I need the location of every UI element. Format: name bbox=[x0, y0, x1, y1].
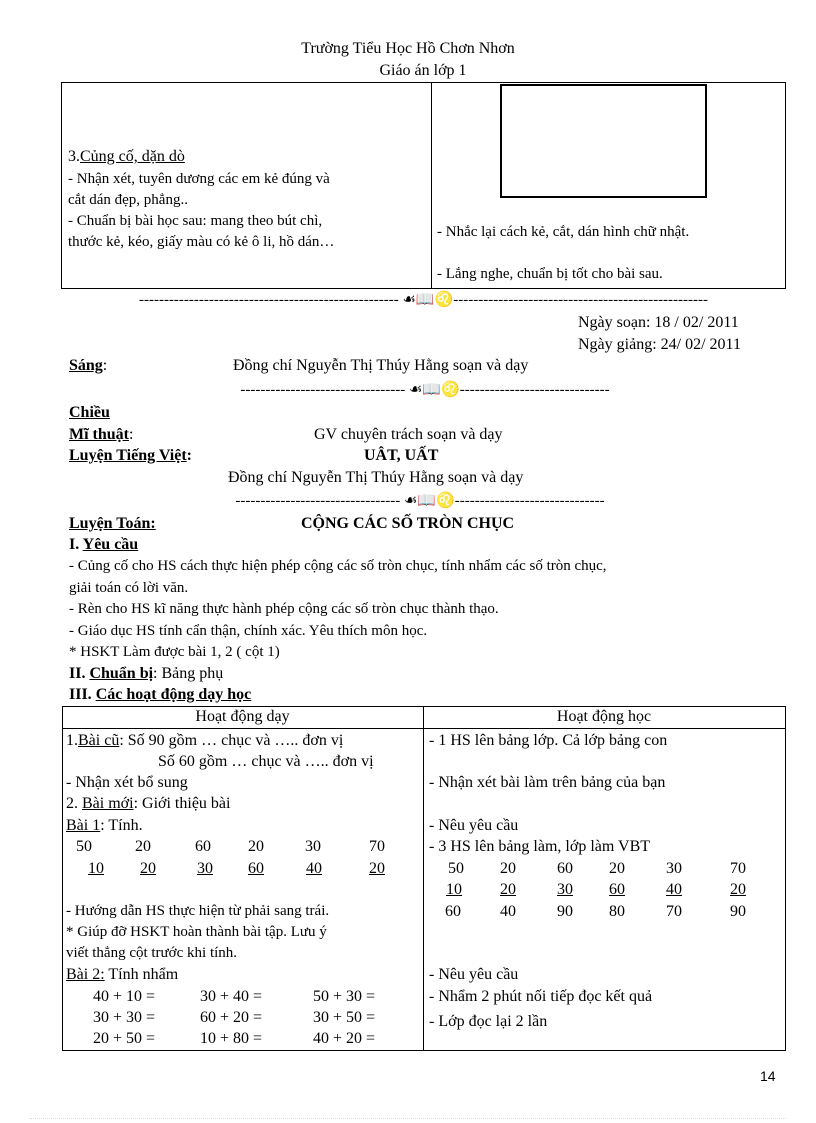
student-operand-bottom: 10 bbox=[446, 881, 462, 898]
mental-item: 30 + 30 = bbox=[93, 1009, 156, 1026]
guidance: - Hướng dẫn HS thực hiện từ phải sang trái. bbox=[66, 903, 330, 919]
operand-bottom: 20 bbox=[369, 860, 385, 877]
operand-top: 20 bbox=[248, 838, 264, 855]
goal-line: - Củng cố cho HS cách thực hiện phép cộng các số tròn chục, tính nhẩm các số tròn chục, bbox=[69, 558, 607, 574]
student-result: 70 bbox=[666, 903, 682, 920]
vietnamese-label: Luyện Tiếng Việt: bbox=[69, 447, 192, 464]
student-activity: - 1 HS lên bảng lớp. Cả lớp bảng con bbox=[429, 732, 668, 749]
separator: ---------------------------------------------------- ☙📖♌--------------------------------------------------- bbox=[138, 292, 709, 308]
goal-line: - Rèn cho HS kĩ năng thực hành phép cộng các số tròn chục thành thạo. bbox=[69, 601, 499, 617]
page-subtitle: Giáo án lớp 1 bbox=[379, 62, 467, 79]
separator: --------------------------------- ☙📖♌------------------------------ bbox=[235, 493, 605, 509]
header-learning: Hoạt động học bbox=[556, 708, 652, 725]
student-activity: - Nhận xét bài làm trên bảng của bạn bbox=[429, 774, 666, 791]
vietnamese-title: UÂT, UẤT bbox=[364, 447, 439, 464]
page-number: 14 bbox=[760, 1068, 776, 1084]
student-result: 40 bbox=[500, 903, 516, 920]
student-operand-top: 30 bbox=[666, 860, 682, 877]
exercise-1: Bài 1: Tính. bbox=[66, 817, 143, 834]
review-heading: 3.Củng cố, dặn dò bbox=[68, 148, 185, 165]
student-activity: - Lớp đọc lại 2 lần bbox=[429, 1013, 548, 1030]
student-operand-top: 20 bbox=[609, 860, 625, 877]
review-line: thước kẻ, kéo, giấy màu có kẻ ô li, hồ dán… bbox=[68, 234, 335, 250]
student-activity: - Nhẩm 2 phút nối tiếp đọc kết quả bbox=[429, 988, 653, 1005]
goal-line: giải toán có lời văn. bbox=[69, 580, 189, 596]
review-line: cắt dán đẹp, phẳng.. bbox=[68, 192, 188, 208]
afternoon-label: Chiều bbox=[69, 404, 110, 421]
operand-top: 30 bbox=[305, 838, 321, 855]
section-requirements: I. Yêu cầu bbox=[69, 536, 139, 553]
student-operand-bottom: 20 bbox=[500, 881, 516, 898]
student-operand-top: 50 bbox=[448, 860, 464, 877]
review-response: - Nhắc lại cách kẻ, cắt, dán hình chữ nhật. bbox=[437, 224, 690, 240]
school-name: Trường Tiểu Học Hồ Chơn Nhơn bbox=[301, 40, 515, 57]
header-teaching: Hoạt động dạy bbox=[195, 708, 290, 725]
rectangle-drawing bbox=[500, 84, 707, 198]
vietnamese-text: Đồng chí Nguyễn Thị Thúy Hằng soạn và dạy bbox=[228, 469, 524, 486]
separator: --------------------------------- ☙📖♌------------------------------ bbox=[240, 382, 610, 398]
student-operand-bottom: 60 bbox=[609, 881, 625, 898]
operand-top: 60 bbox=[195, 838, 211, 855]
operand-bottom: 10 bbox=[88, 860, 104, 877]
mental-item: 60 + 20 = bbox=[200, 1009, 263, 1026]
mental-item: 40 + 10 = bbox=[93, 988, 156, 1005]
student-operand-top: 20 bbox=[500, 860, 516, 877]
student-activity: - Nêu yêu cầu bbox=[429, 817, 519, 834]
lesson-title: CỘNG CÁC SỐ TRÒN CHỤC bbox=[301, 515, 515, 532]
goal-line: * HSKT Làm được bài 1, 2 ( cột 1) bbox=[69, 644, 280, 660]
review-line: - Chuẩn bị bài học sau: mang theo bút chì, bbox=[68, 213, 323, 229]
operand-top: 20 bbox=[135, 838, 151, 855]
student-result: 90 bbox=[730, 903, 746, 920]
student-result: 80 bbox=[609, 903, 625, 920]
operand-bottom: 40 bbox=[306, 860, 322, 877]
goal-line: - Giáo dục HS tính cẩn thận, chính xác. Yêu thích môn học. bbox=[69, 623, 428, 639]
prepared-date: Ngày soạn: 18 / 02/ 2011 bbox=[578, 314, 739, 331]
student-result: 90 bbox=[557, 903, 573, 920]
operand-top: 50 bbox=[76, 838, 92, 855]
morning-label: Sáng: bbox=[69, 357, 108, 374]
old-lesson: 1.Bài cũ: Số 90 gồm … chục và ….. đơn vị bbox=[66, 732, 344, 749]
operand-top: 70 bbox=[369, 838, 385, 855]
mental-item: 40 + 20 = bbox=[313, 1030, 376, 1047]
exercise-2: Bài 2: Tính nhẩm bbox=[66, 966, 179, 983]
operand-bottom: 30 bbox=[197, 860, 213, 877]
review-note: - Nhận xét bổ sung bbox=[66, 774, 188, 791]
page-edge bbox=[30, 1118, 786, 1119]
mental-item: 20 + 50 = bbox=[93, 1030, 156, 1047]
operand-bottom: 20 bbox=[140, 860, 156, 877]
old-lesson-line2: Số 60 gồm … chục và ….. đơn vị bbox=[158, 753, 374, 770]
mental-item: 10 + 80 = bbox=[200, 1030, 263, 1047]
student-operand-bottom: 40 bbox=[666, 881, 682, 898]
student-operand-top: 60 bbox=[557, 860, 573, 877]
morning-text: Đồng chí Nguyễn Thị Thúy Hằng soạn và dạy bbox=[233, 357, 529, 374]
teaching-date: Ngày giảng: 24/ 02/ 2011 bbox=[578, 336, 741, 353]
support-note: * Giúp đỡ HSKT hoàn thành bài tập. Lưu ý bbox=[66, 924, 327, 940]
support-note: viết thẳng cột trước khi tính. bbox=[66, 945, 238, 961]
operand-bottom: 60 bbox=[248, 860, 264, 877]
new-lesson: 2. Bài mới: Giới thiệu bài bbox=[66, 795, 231, 812]
mental-item: 30 + 40 = bbox=[200, 988, 263, 1005]
section-preparation: II. Chuẩn bị: Bảng phụ bbox=[69, 665, 224, 682]
section-activities: III. Các hoạt động dạy học bbox=[69, 686, 252, 703]
art-text: GV chuyên trách soạn và dạy bbox=[314, 426, 503, 443]
student-activity: - Nêu yêu cầu bbox=[429, 966, 519, 983]
mental-item: 30 + 50 = bbox=[313, 1009, 376, 1026]
mental-item: 50 + 30 = bbox=[313, 988, 376, 1005]
student-operand-bottom: 20 bbox=[730, 881, 746, 898]
student-operand-top: 70 bbox=[730, 860, 746, 877]
review-line: - Nhận xét, tuyên dương các em kẻ đúng và bbox=[68, 171, 330, 187]
student-activity: - 3 HS lên bảng làm, lớp làm VBT bbox=[429, 838, 651, 855]
student-operand-bottom: 30 bbox=[557, 881, 573, 898]
review-response: - Lắng nghe, chuẩn bị tốt cho bài sau. bbox=[437, 266, 663, 282]
art-label: Mĩ thuật: bbox=[69, 426, 134, 443]
lesson-label: Luyện Toán: bbox=[69, 515, 156, 532]
student-result: 60 bbox=[445, 903, 461, 920]
